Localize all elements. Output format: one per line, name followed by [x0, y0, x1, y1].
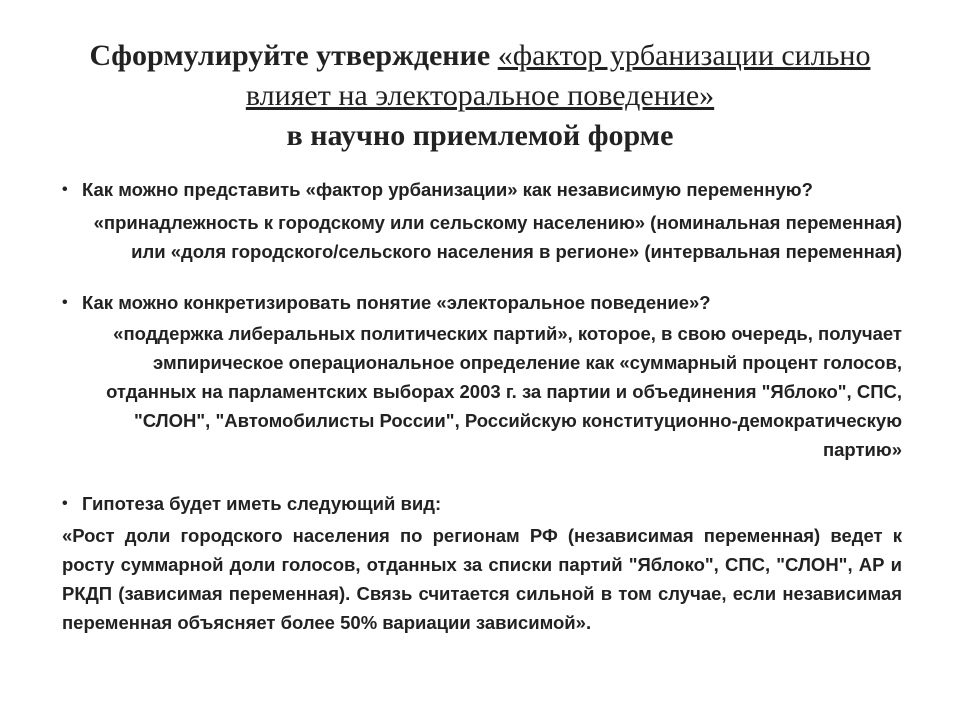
bullet-icon: •: [62, 181, 68, 198]
slide-title: [60, 36, 900, 156]
bullet-icon: •: [62, 495, 68, 512]
question-3: [62, 491, 902, 517]
question-1-text: Как можно представить «фактор урбанизации» как независимую переменную?: [82, 179, 813, 200]
question-3-text: Гипотеза будет иметь следующий вид:: [82, 493, 442, 514]
answer-1: «принадлежность к городскому или сельскому населению» (номинальная переменная) или «доля городского/сельского населения в регионе» (интервальная переменная): [93, 212, 902, 262]
slide-body: [62, 177, 902, 637]
title-prefix: Сформулируйте утверждение: [89, 39, 498, 72]
question-2: [62, 290, 902, 316]
question-1: [62, 177, 902, 203]
hypothesis-text: «Рост доли городского населения по регионам РФ (независимая переменная) ведет к росту суммарной доли голосов, отданных за списки партий "Яблоко", СПС, "СЛОН", АР и РКДП (зависимая переменная). Связь считается сильной в том случае, если независимая переменная объясняет более 50% вариации зависимой».: [62, 525, 902, 633]
question-2-text: Как можно конкретизировать понятие «электоральное поведение»?: [82, 292, 711, 313]
bullet-icon: •: [62, 294, 68, 311]
answer-2: «поддержка либеральных политических партий», которое, в свою очередь, получает эмпирическое операциональное определение как «суммарный процент голосов, отданных на парламентских выборах 2003 г. за партии и объединения "Яблоко", СПС, "СЛОН", "Автомобилисты России", Российскую конституционно-демократическую партию»: [106, 323, 902, 460]
title-suffix: в научно приемлемой форме: [286, 119, 674, 152]
title-statement: «фактор урбанизации сильно влияет на электоральное поведение»: [245, 39, 871, 112]
